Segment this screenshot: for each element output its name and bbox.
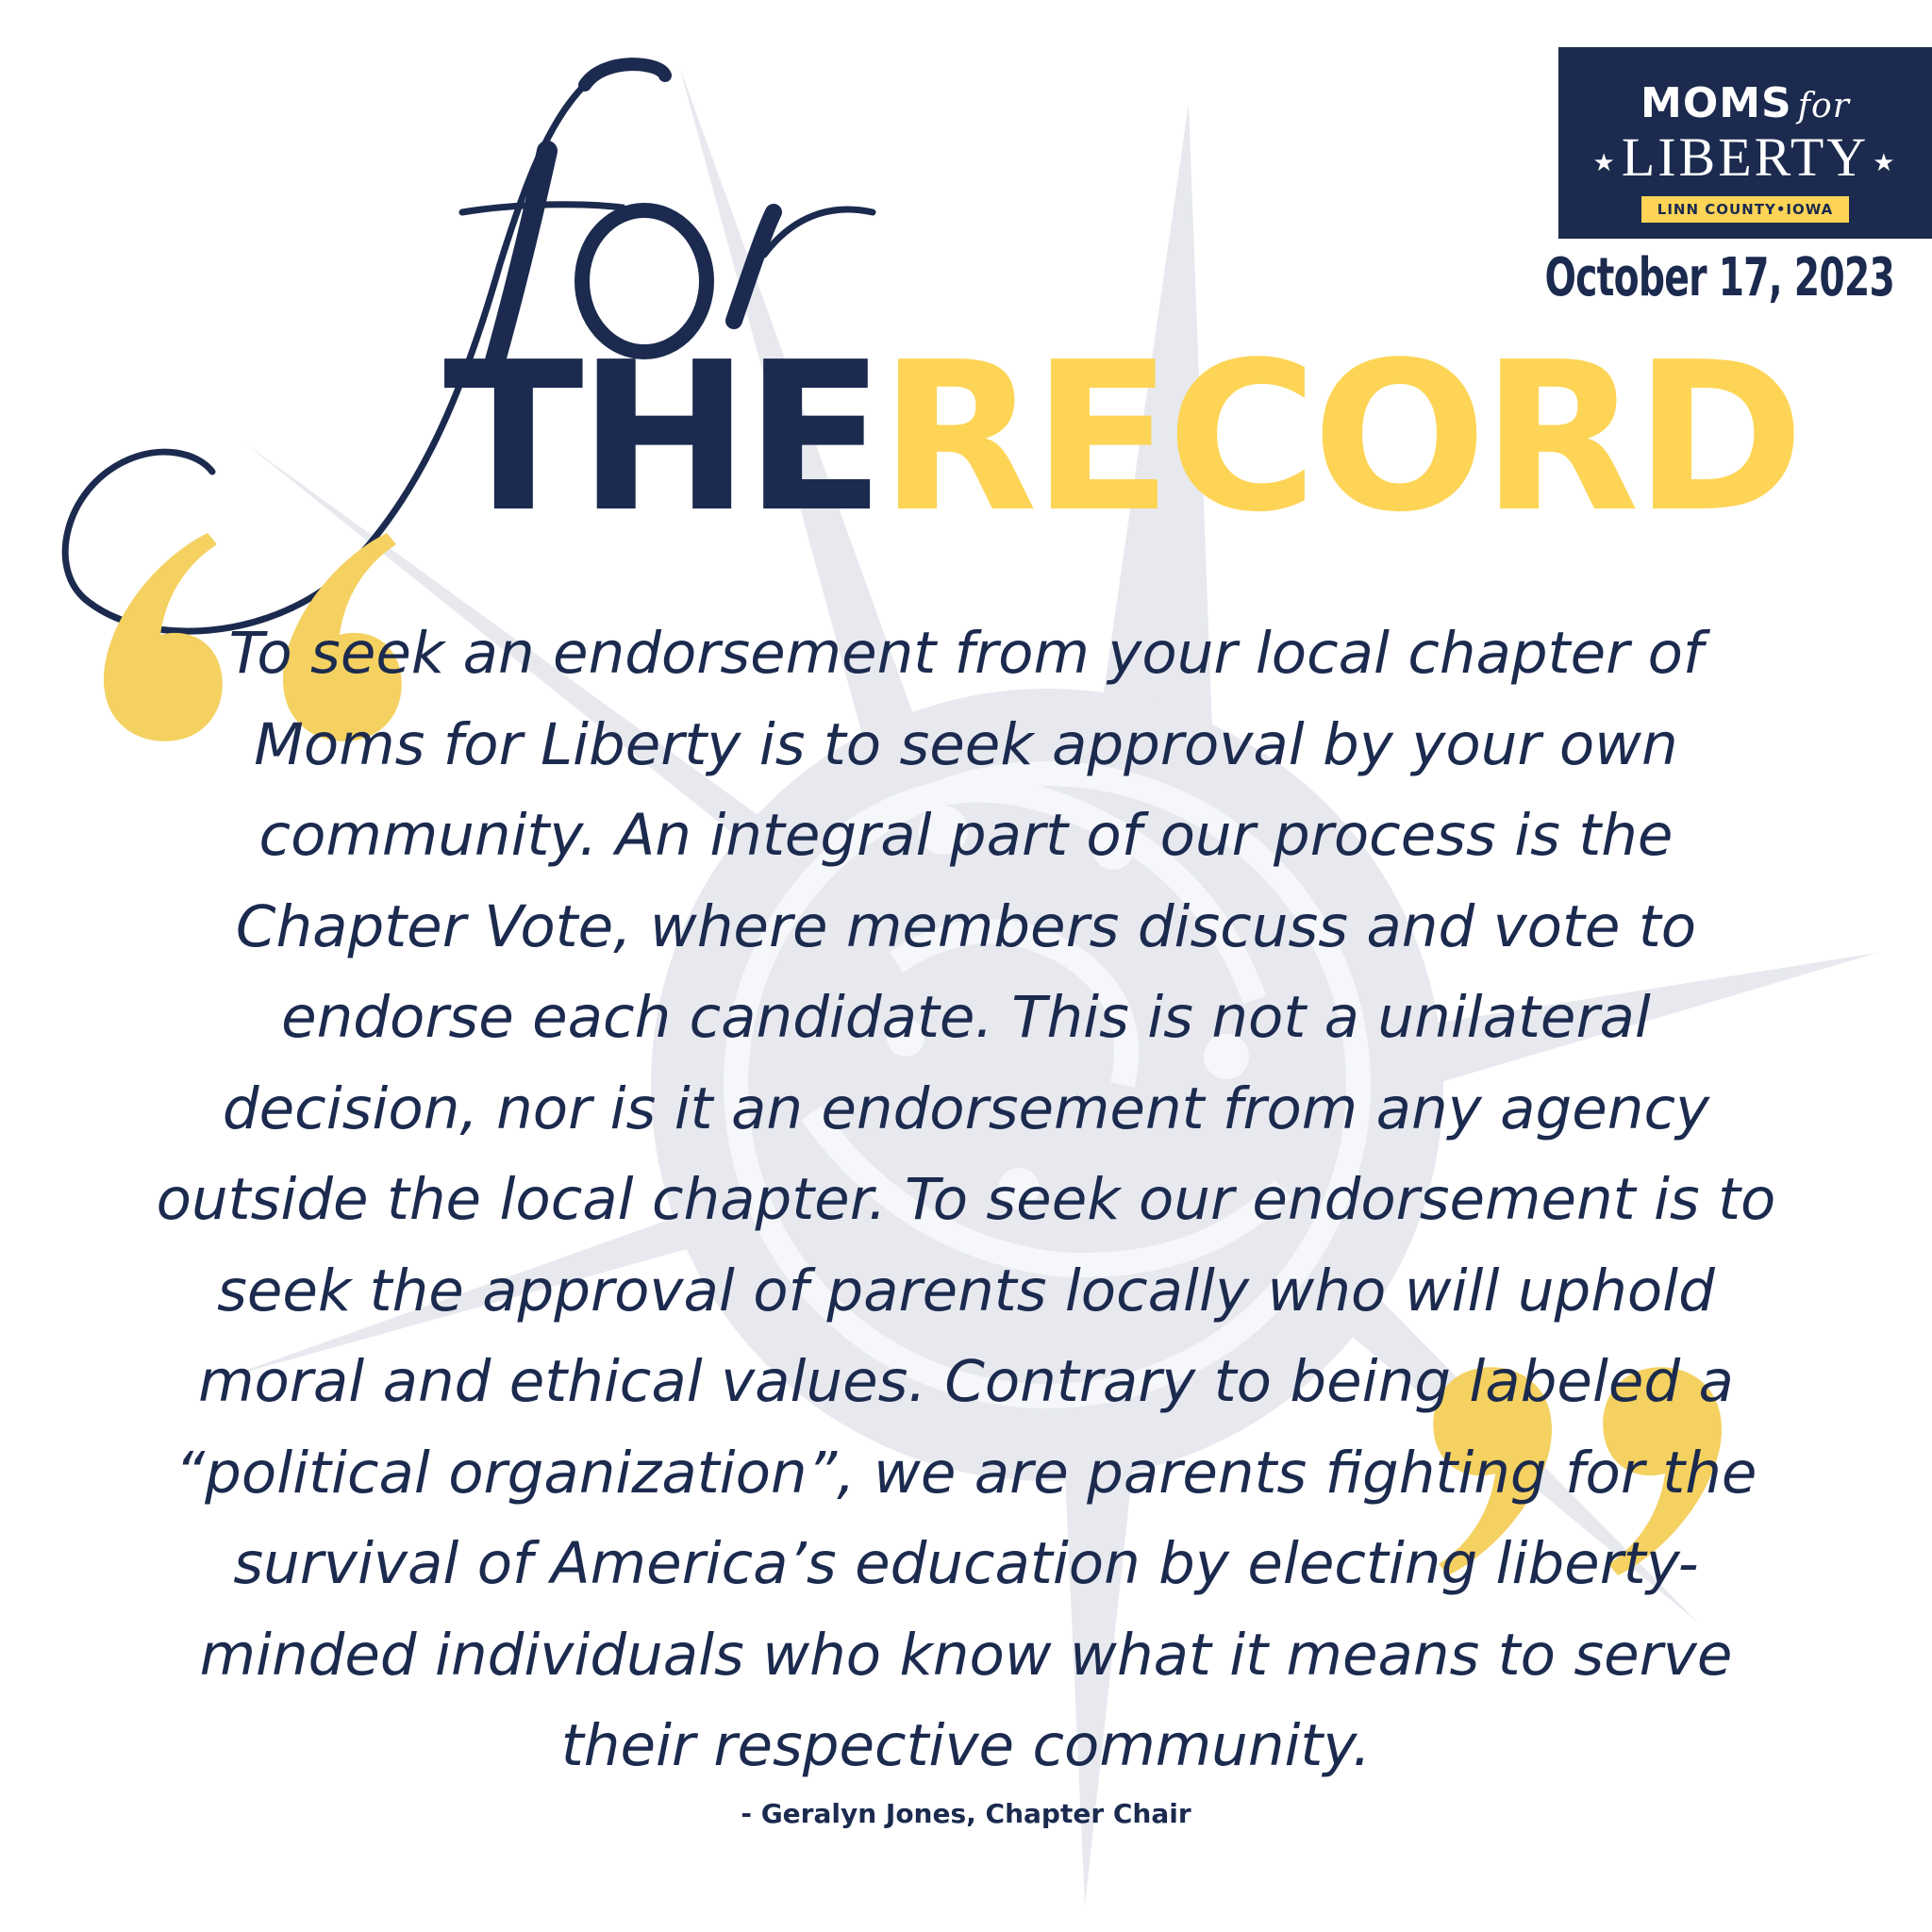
title-record: RECORD xyxy=(879,319,1799,558)
quote-line: Chapter Vote, where members discuss and vote to xyxy=(235,892,1697,960)
star-icon: ★ xyxy=(1873,148,1898,176)
quote-line: survival of America’s education by electing liberty- xyxy=(233,1530,1699,1597)
quote-line: seek the approval of parents locally who will uphold xyxy=(217,1257,1715,1324)
logo-liberty-line xyxy=(1558,125,1932,196)
title-the: THE xyxy=(443,319,880,558)
quote-line: outside the local chapter. To seek our endorsement is to xyxy=(156,1166,1776,1233)
logo-location-band: LINN COUNTY•IOWA xyxy=(1641,196,1849,223)
star-icon: ★ xyxy=(1592,148,1618,176)
logo-moms-line xyxy=(1558,79,1932,127)
quote-line: endorse each candidate. This is not a unilateral xyxy=(281,984,1651,1051)
quote-line: “political organization”, we are parents fighting for the xyxy=(175,1439,1757,1507)
quote-attribution: - Geralyn Jones, Chapter Chair xyxy=(741,1798,1191,1829)
quote-line: moral and ethical values. Contrary to being labeled a xyxy=(198,1348,1734,1415)
quote-line: minded individuals who know what it means to serve xyxy=(199,1621,1733,1689)
quote-line: decision, nor is it an endorsement from any agency xyxy=(222,1074,1710,1142)
logo-liberty-text: LIBERTY xyxy=(1621,126,1870,188)
quote-line: Moms for Liberty is to seek approval by your own xyxy=(254,710,1678,778)
quote-line: their respective community. xyxy=(560,1712,1372,1779)
moms-for-liberty-logo xyxy=(1558,47,1932,239)
quote-line: community. An integral part of our process is the xyxy=(258,802,1674,869)
logo-moms-text: MOMS xyxy=(1641,79,1792,127)
logo-for-text: for xyxy=(1797,87,1850,125)
quote-text xyxy=(94,608,1838,1792)
quote-line: To seek an endorsement from your local chapter of xyxy=(228,620,1704,687)
post-date: October 17, 2023 xyxy=(1544,247,1894,308)
page-title xyxy=(443,319,1799,558)
